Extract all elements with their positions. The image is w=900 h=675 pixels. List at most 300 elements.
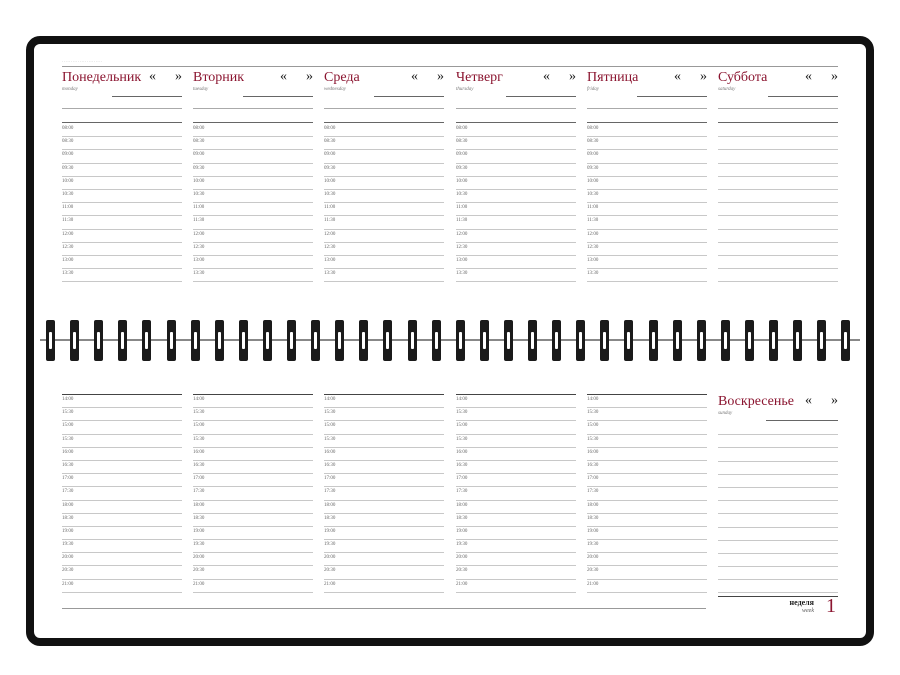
- time-label: 16:30: [587, 462, 599, 468]
- time-slot[interactable]: [62, 580, 182, 593]
- time-slot[interactable]: [456, 514, 576, 527]
- time-slot[interactable]: [193, 256, 313, 269]
- time-slot[interactable]: [324, 553, 444, 566]
- time-slot[interactable]: [193, 124, 313, 137]
- time-slot[interactable]: [456, 216, 576, 229]
- time-label: 08:00: [62, 126, 74, 131]
- time-slot[interactable]: [324, 408, 444, 421]
- binding-ring: [841, 320, 850, 361]
- binding-ring: [263, 320, 272, 361]
- time-slot[interactable]: [324, 487, 444, 500]
- time-slot[interactable]: [193, 203, 313, 216]
- time-slot[interactable]: [718, 528, 838, 541]
- time-label: 16:00: [324, 449, 336, 455]
- time-slot[interactable]: [193, 540, 313, 553]
- time-label: 13:30: [456, 271, 468, 277]
- time-slot[interactable]: [718, 137, 838, 150]
- time-slot[interactable]: [587, 474, 707, 487]
- time-slot[interactable]: [62, 124, 182, 137]
- binding-ring: [624, 320, 633, 361]
- header-rule: [62, 108, 182, 109]
- time-slot[interactable]: [456, 164, 576, 177]
- time-label: 08:30: [324, 139, 336, 145]
- time-slot[interactable]: [718, 514, 838, 527]
- week-label-ru: неделя: [789, 598, 814, 607]
- time-slots: [718, 422, 838, 593]
- time-slot[interactable]: [718, 203, 838, 216]
- time-slot[interactable]: [62, 501, 182, 514]
- time-slot[interactable]: [456, 448, 576, 461]
- time-slot[interactable]: [193, 421, 313, 434]
- time-label: 21:00: [456, 581, 468, 587]
- time-slot[interactable]: [193, 501, 313, 514]
- time-slot[interactable]: [456, 177, 576, 190]
- time-slot[interactable]: [62, 269, 182, 282]
- time-label: 20:00: [62, 555, 74, 561]
- binding-wire: [40, 339, 860, 341]
- time-slot[interactable]: [587, 177, 707, 190]
- prev-arrow[interactable]: «: [149, 69, 156, 84]
- time-slot[interactable]: [324, 540, 444, 553]
- time-slot[interactable]: [718, 541, 838, 554]
- time-label: 19:00: [456, 528, 468, 534]
- time-label: 17:00: [456, 476, 468, 482]
- time-label: 10:00: [62, 178, 74, 184]
- header-rule: [718, 108, 838, 109]
- time-label: 20:30: [324, 568, 336, 574]
- time-slot[interactable]: [718, 190, 838, 203]
- binding-ring: [721, 320, 730, 361]
- time-label: 15:00: [324, 423, 336, 429]
- time-slot[interactable]: [324, 150, 444, 163]
- time-slot[interactable]: [587, 256, 707, 269]
- time-slot[interactable]: [587, 435, 707, 448]
- time-slot[interactable]: [587, 461, 707, 474]
- time-slot[interactable]: [587, 216, 707, 229]
- time-label: 11:00: [324, 205, 336, 211]
- time-slot[interactable]: [62, 421, 182, 434]
- time-label: 09:00: [587, 152, 599, 158]
- time-label: 09:00: [456, 152, 468, 158]
- time-label: 13:00: [193, 257, 205, 263]
- time-slot[interactable]: [718, 230, 838, 243]
- next-arrow[interactable]: »: [700, 69, 707, 84]
- day-header: [324, 70, 444, 120]
- day-subtitle: wednesday: [324, 87, 346, 92]
- time-label: 15:00: [587, 423, 599, 429]
- time-slot[interactable]: [324, 256, 444, 269]
- time-slot[interactable]: [324, 448, 444, 461]
- time-slot[interactable]: [324, 137, 444, 150]
- time-label: 13:00: [62, 257, 74, 263]
- top-page: [0, 0, 900, 315]
- next-arrow[interactable]: »: [569, 69, 576, 84]
- time-slot[interactable]: [193, 580, 313, 593]
- time-label: 16:30: [62, 462, 74, 468]
- time-label: 20:00: [587, 555, 599, 561]
- time-slot[interactable]: [718, 501, 838, 514]
- day-column-wednesday: [324, 69, 444, 277]
- bottom-page-rule: [62, 608, 706, 609]
- time-slot[interactable]: [193, 408, 313, 421]
- time-label: 12:00: [324, 231, 336, 237]
- time-slot[interactable]: [587, 487, 707, 500]
- header-rule: [456, 122, 576, 123]
- binding-ring: [408, 320, 417, 361]
- time-slot[interactable]: [456, 269, 576, 282]
- time-slot[interactable]: [456, 395, 576, 408]
- header-rule: [587, 122, 707, 123]
- time-slot[interactable]: [193, 527, 313, 540]
- time-slot[interactable]: [324, 395, 444, 408]
- time-slot[interactable]: [587, 448, 707, 461]
- time-label: 10:30: [587, 191, 599, 197]
- day-column-saturday: [718, 70, 838, 120]
- time-label: 08:30: [456, 139, 468, 145]
- time-label: 17:30: [587, 489, 599, 495]
- time-slot[interactable]: [456, 137, 576, 150]
- time-slot[interactable]: [62, 256, 182, 269]
- time-slot[interactable]: [587, 501, 707, 514]
- header-rule: [718, 122, 838, 123]
- time-slot[interactable]: [587, 408, 707, 421]
- time-slot[interactable]: [324, 580, 444, 593]
- time-label: 20:30: [193, 568, 205, 574]
- time-slot[interactable]: [718, 475, 838, 488]
- binding-ring: [504, 320, 513, 361]
- time-label: 15:30: [324, 436, 336, 442]
- time-slot[interactable]: [193, 243, 313, 256]
- time-slot[interactable]: [62, 514, 182, 527]
- time-label: 18:00: [456, 502, 468, 508]
- time-slot[interactable]: [718, 580, 838, 593]
- time-label: 09:30: [587, 165, 599, 171]
- time-label: 13:30: [62, 271, 74, 277]
- time-label: 18:30: [193, 515, 205, 521]
- time-slot[interactable]: [718, 554, 838, 567]
- time-label: 10:00: [193, 178, 205, 184]
- time-slot[interactable]: [456, 461, 576, 474]
- time-slot[interactable]: [62, 203, 182, 216]
- time-slot[interactable]: [456, 435, 576, 448]
- time-label: 19:30: [62, 542, 74, 548]
- time-slot[interactable]: [62, 395, 182, 408]
- time-slot[interactable]: [587, 580, 707, 593]
- time-slot[interactable]: [718, 488, 838, 501]
- time-slot[interactable]: [587, 164, 707, 177]
- time-slot[interactable]: [62, 487, 182, 500]
- next-arrow[interactable]: »: [175, 69, 182, 84]
- binding-ring: [118, 320, 127, 361]
- time-label: 09:30: [324, 165, 336, 171]
- time-slot[interactable]: [62, 553, 182, 566]
- time-slot[interactable]: [718, 164, 838, 177]
- time-label: 15:00: [456, 423, 468, 429]
- prev-arrow[interactable]: «: [674, 69, 681, 84]
- time-slot[interactable]: [456, 580, 576, 593]
- time-slot[interactable]: [456, 474, 576, 487]
- day-subtitle: tuesday: [193, 87, 209, 92]
- time-slot[interactable]: [62, 216, 182, 229]
- time-slot[interactable]: [62, 474, 182, 487]
- time-label: 19:00: [193, 528, 205, 534]
- time-slot[interactable]: [587, 540, 707, 553]
- binding-ring: [383, 320, 392, 361]
- time-slot[interactable]: [718, 422, 838, 435]
- day-subtitle: saturday: [718, 87, 736, 92]
- time-slot[interactable]: [62, 448, 182, 461]
- binding-ring: [239, 320, 248, 361]
- time-slots: [324, 395, 444, 593]
- time-slot[interactable]: [324, 566, 444, 579]
- time-slot[interactable]: [62, 540, 182, 553]
- binding-ring: [311, 320, 320, 361]
- time-slot[interactable]: [718, 150, 838, 163]
- binding-ring: [552, 320, 561, 361]
- time-label: 15:30: [193, 410, 205, 416]
- time-slot[interactable]: [193, 566, 313, 579]
- time-label: 15:00: [62, 423, 74, 429]
- time-slot[interactable]: [62, 566, 182, 579]
- time-label: 15:30: [324, 410, 336, 416]
- time-slot[interactable]: [456, 203, 576, 216]
- time-slot[interactable]: [324, 527, 444, 540]
- time-label: 19:30: [587, 542, 599, 548]
- time-slot[interactable]: [456, 256, 576, 269]
- time-slot[interactable]: [718, 448, 838, 461]
- time-slot[interactable]: [324, 177, 444, 190]
- time-slot[interactable]: [587, 230, 707, 243]
- time-label: 17:30: [62, 489, 74, 495]
- bottom-page: [0, 365, 900, 675]
- time-slot[interactable]: [193, 435, 313, 448]
- time-slot[interactable]: [718, 462, 838, 475]
- time-slot[interactable]: [324, 203, 444, 216]
- time-slot[interactable]: [193, 137, 313, 150]
- prev-arrow[interactable]: «: [805, 69, 812, 84]
- day-header: [718, 70, 838, 120]
- time-slot[interactable]: [62, 230, 182, 243]
- time-slot[interactable]: [193, 487, 313, 500]
- time-slot[interactable]: [193, 150, 313, 163]
- next-arrow[interactable]: »: [831, 69, 838, 84]
- time-slot[interactable]: [324, 269, 444, 282]
- time-label: 15:00: [193, 423, 205, 429]
- time-slot[interactable]: [324, 243, 444, 256]
- time-label: 13:00: [456, 257, 468, 263]
- time-label: 15:30: [456, 436, 468, 442]
- day-column-sunday: [718, 394, 838, 444]
- time-label: 16:30: [193, 462, 205, 468]
- time-slot[interactable]: [62, 137, 182, 150]
- time-label: 16:00: [456, 449, 468, 455]
- next-arrow[interactable]: »: [306, 69, 313, 84]
- day-header: [193, 70, 313, 120]
- time-slot[interactable]: [587, 124, 707, 137]
- time-slot[interactable]: [718, 269, 838, 282]
- time-slot[interactable]: [62, 190, 182, 203]
- time-slot[interactable]: [587, 566, 707, 579]
- time-label: 15:30: [62, 436, 74, 442]
- time-slot[interactable]: [62, 461, 182, 474]
- time-slot[interactable]: [587, 137, 707, 150]
- time-slot[interactable]: [456, 540, 576, 553]
- time-slot[interactable]: [718, 435, 838, 448]
- time-slot[interactable]: [456, 501, 576, 514]
- binding-ring: [673, 320, 682, 361]
- header-small-text: .......................: [62, 58, 103, 63]
- time-slot[interactable]: [587, 203, 707, 216]
- time-label: 10:00: [324, 178, 336, 184]
- time-slot[interactable]: [718, 243, 838, 256]
- time-label: 16:00: [193, 449, 205, 455]
- next-arrow[interactable]: »: [831, 393, 838, 408]
- next-arrow[interactable]: »: [437, 69, 444, 84]
- binding-ring: [817, 320, 826, 361]
- time-slot[interactable]: [324, 216, 444, 229]
- time-label: 10:30: [193, 191, 205, 197]
- time-label: 09:00: [62, 152, 74, 158]
- time-slot[interactable]: [324, 421, 444, 434]
- time-slot[interactable]: [193, 474, 313, 487]
- time-slot[interactable]: [193, 553, 313, 566]
- time-slot[interactable]: [718, 216, 838, 229]
- time-slot[interactable]: [193, 164, 313, 177]
- time-label: 11:00: [193, 205, 205, 211]
- prev-arrow[interactable]: «: [543, 69, 550, 84]
- time-slot[interactable]: [193, 448, 313, 461]
- time-label: 10:30: [456, 191, 468, 197]
- time-slot[interactable]: [62, 243, 182, 256]
- time-label: 19:30: [193, 542, 205, 548]
- time-slot[interactable]: [324, 514, 444, 527]
- time-label: 14:00: [62, 397, 74, 402]
- time-label: 11:30: [62, 218, 74, 224]
- time-slot[interactable]: [62, 408, 182, 421]
- day-column-monday: [62, 69, 182, 277]
- binding-ring: [528, 320, 537, 361]
- time-slot[interactable]: [456, 421, 576, 434]
- time-slot[interactable]: [456, 408, 576, 421]
- time-slot[interactable]: [62, 527, 182, 540]
- day-column-tuesday: [193, 69, 313, 277]
- time-label: 16:30: [324, 462, 336, 468]
- time-slot[interactable]: [456, 487, 576, 500]
- time-slot[interactable]: [456, 124, 576, 137]
- time-slot[interactable]: [456, 243, 576, 256]
- time-label: 10:00: [587, 178, 599, 184]
- time-label: 09:00: [193, 152, 205, 158]
- time-slot[interactable]: [456, 566, 576, 579]
- time-slot[interactable]: [324, 461, 444, 474]
- time-slot[interactable]: [718, 124, 838, 137]
- time-slot[interactable]: [62, 435, 182, 448]
- time-slot[interactable]: [456, 230, 576, 243]
- time-slot[interactable]: [62, 164, 182, 177]
- time-slot[interactable]: [62, 177, 182, 190]
- binding-ring: [793, 320, 802, 361]
- time-slot[interactable]: [456, 527, 576, 540]
- time-label: 15:30: [456, 410, 468, 416]
- binding-ring: [335, 320, 344, 361]
- time-slot[interactable]: [718, 256, 838, 269]
- time-slot[interactable]: [587, 527, 707, 540]
- time-label: 18:00: [62, 502, 74, 508]
- prev-arrow[interactable]: «: [411, 69, 418, 84]
- time-slot[interactable]: [193, 461, 313, 474]
- time-label: 18:30: [587, 515, 599, 521]
- time-slot[interactable]: [324, 435, 444, 448]
- time-slot[interactable]: [587, 421, 707, 434]
- time-slot[interactable]: [587, 395, 707, 408]
- prev-arrow[interactable]: «: [805, 393, 812, 408]
- time-label: 19:00: [587, 528, 599, 534]
- time-slot[interactable]: [193, 216, 313, 229]
- time-label: 08:30: [193, 139, 205, 145]
- time-label: 21:00: [62, 581, 74, 587]
- time-label: 21:00: [193, 581, 205, 587]
- time-slot[interactable]: [324, 501, 444, 514]
- time-slot[interactable]: [193, 177, 313, 190]
- prev-arrow[interactable]: «: [280, 69, 287, 84]
- time-slots: [62, 124, 182, 282]
- time-slot[interactable]: [587, 150, 707, 163]
- time-slot[interactable]: [193, 230, 313, 243]
- time-slot[interactable]: [718, 567, 838, 580]
- time-slots: [456, 124, 576, 282]
- time-label: 12:30: [62, 244, 74, 250]
- time-label: 09:00: [324, 152, 336, 158]
- time-slot[interactable]: [193, 190, 313, 203]
- time-slot[interactable]: [324, 230, 444, 243]
- time-slot[interactable]: [193, 269, 313, 282]
- time-slot[interactable]: [587, 514, 707, 527]
- time-slot[interactable]: [718, 177, 838, 190]
- time-label: 20:00: [324, 555, 336, 561]
- time-slots: [193, 124, 313, 282]
- binding-ring: [769, 320, 778, 361]
- binding-ring: [142, 320, 151, 361]
- time-label: 11:30: [193, 218, 205, 224]
- time-slot[interactable]: [587, 269, 707, 282]
- time-label: 12:00: [587, 231, 599, 237]
- header-rule: [456, 108, 576, 109]
- time-slots: [587, 395, 707, 593]
- time-label: 19:30: [456, 542, 468, 548]
- time-slot[interactable]: [62, 150, 182, 163]
- time-slot[interactable]: [324, 474, 444, 487]
- time-slot[interactable]: [456, 553, 576, 566]
- header-rule: [324, 108, 444, 109]
- time-slot[interactable]: [456, 190, 576, 203]
- time-label: 12:00: [456, 231, 468, 237]
- day-name: Воскресенье: [718, 394, 794, 409]
- time-slot[interactable]: [587, 553, 707, 566]
- time-slot[interactable]: [324, 164, 444, 177]
- time-slot[interactable]: [193, 395, 313, 408]
- time-slot[interactable]: [324, 124, 444, 137]
- time-label: 21:00: [324, 581, 336, 587]
- time-slot[interactable]: [587, 243, 707, 256]
- time-slot[interactable]: [324, 190, 444, 203]
- time-label: 08:00: [324, 126, 336, 131]
- time-label: 17:00: [587, 476, 599, 482]
- time-slot[interactable]: [587, 190, 707, 203]
- time-label: 20:30: [62, 568, 74, 574]
- time-slot[interactable]: [193, 514, 313, 527]
- time-slot[interactable]: [456, 150, 576, 163]
- time-label: 21:00: [587, 581, 599, 587]
